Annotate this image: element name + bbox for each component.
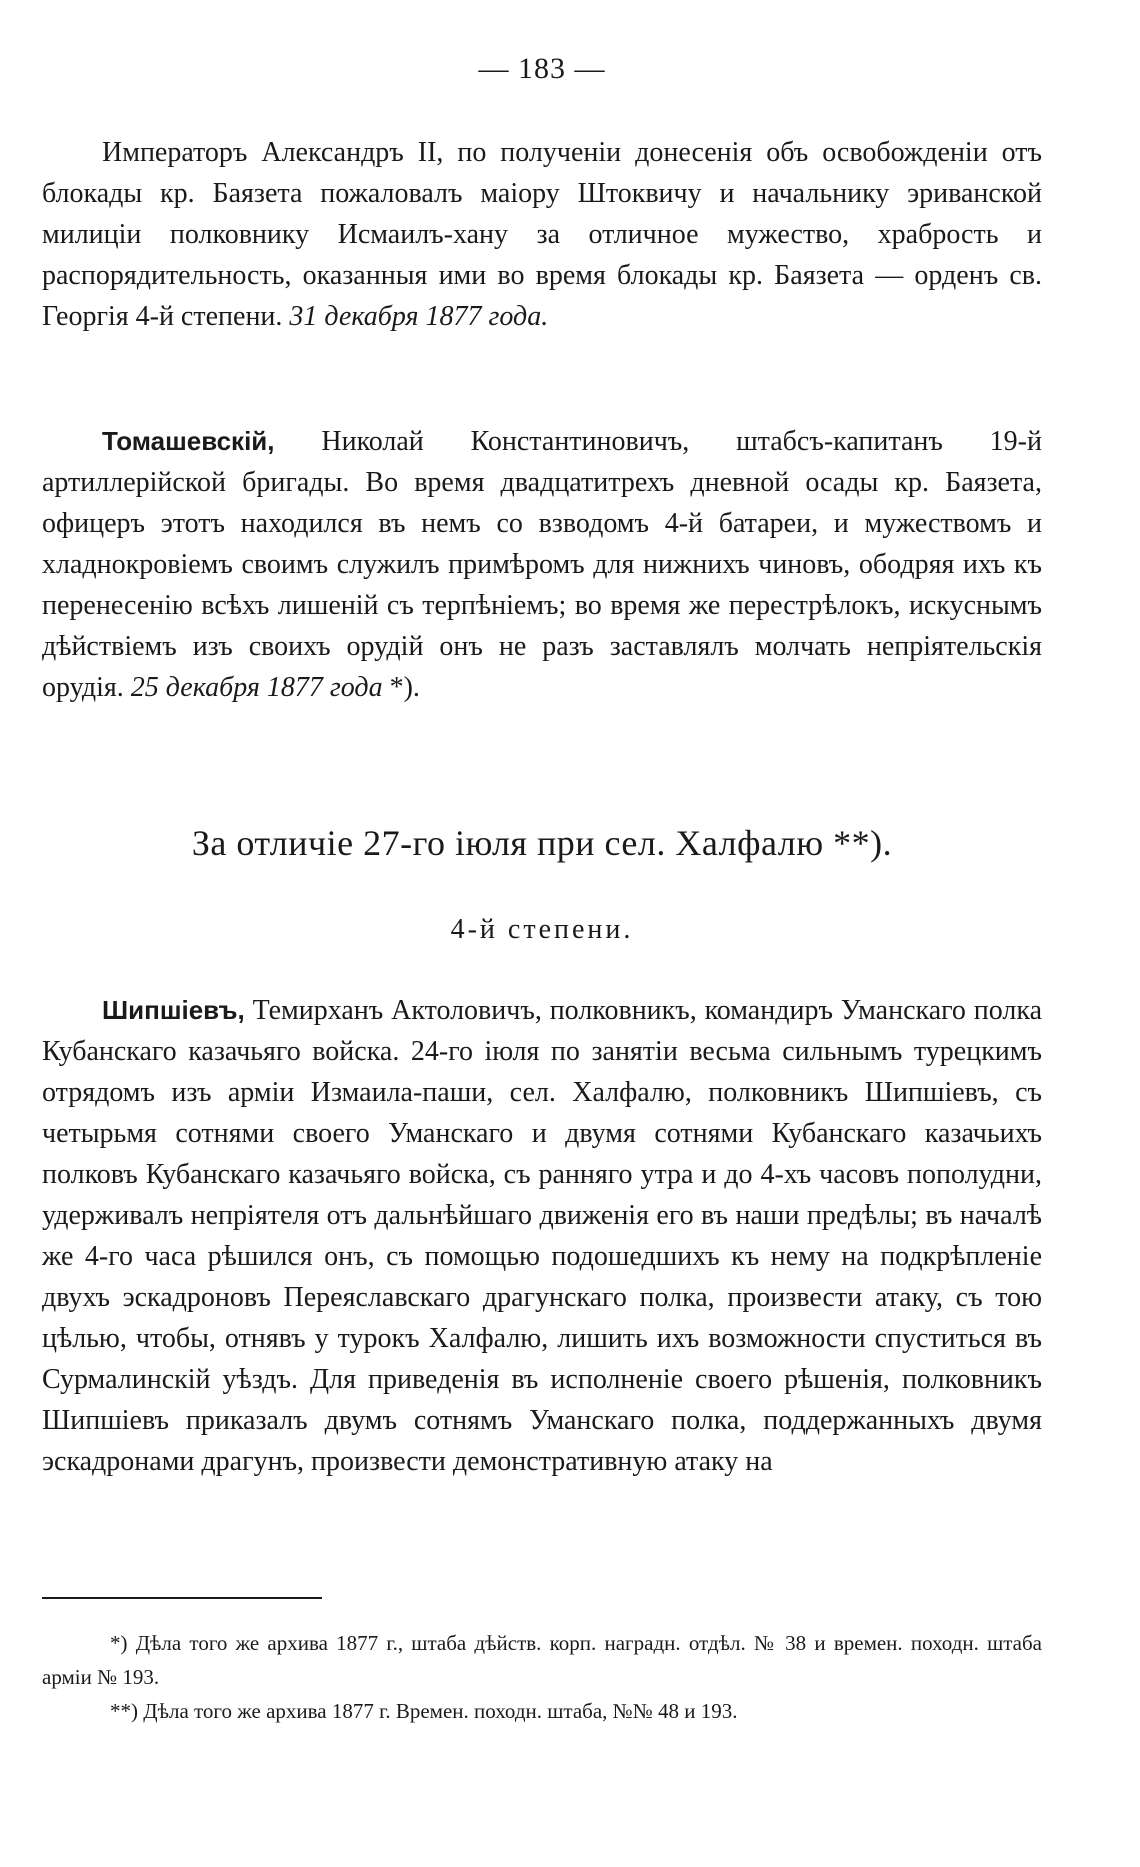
paragraph-text: Императоръ Александръ II, по полученіи донесенія объ освобожденіи отъ блокады кр. Баязета пожаловалъ маіору Штоквичу и начальнику эриванской милиціи полковнику Исмаилъ-хану за отличное мужество, храбрость и распорядительность, оказанныя ими во время блокады кр. Баязета — орденъ св. Георгія 4-й степени. <box>42 137 1042 332</box>
date: 31 декабря 1877 года. <box>289 301 549 332</box>
footnotes <box>42 1626 1042 1728</box>
person-name: Томашевскій, <box>102 426 275 456</box>
date: 25 декабря 1877 года <box>130 672 383 703</box>
paragraph-text: Николай Константиновичъ, штабсъ-капитанъ 19-й артиллерійской бригады. Во время двадцатитрехъ дневной осады кр. Баязета, офицеръ этотъ находился въ немъ со взводомъ 4-й батареи, и мужествомъ и хладнокровіемъ своимъ служилъ примѣромъ для нижнихъ чиновъ, ободряя ихъ къ перенесенію всѣхъ лишеній съ терпѣніемъ; во время же перестрѣлокъ, искуснымъ дѣйствіемъ изъ своихъ орудій онъ не разъ заставлялъ молчать непріятельскія орудія. <box>42 426 1042 703</box>
document-page <box>42 0 1042 1867</box>
footnote-divider <box>42 1597 322 1599</box>
page-number: — 183 — <box>478 52 606 85</box>
footnote-mark: *). <box>389 672 420 703</box>
paragraph-text: Темирханъ Актоловичъ, полковникъ, командиръ Уманскаго полка Кубанскаго казачьяго войска. 24-го іюля по занятіи весьма сильнымъ турецкимъ отрядомъ изъ арміи Измаила-паши, сел. Халфалю, полковникъ Шипшіевъ, съ четырьмя сотнями своего Уманскаго и двумя сотнями Кубанскаго казачьихъ полковъ Кубанскаго казачьяго войска, съ ранняго утра и до 4-хъ часовъ пополудни, удерживалъ непріятеля отъ дальнѣйшаго движенія его въ наши предѣлы; въ началѣ же 4-го часа рѣшился онъ, съ помощью подошедшихъ къ нему на подкрѣпленіе двухъ эскадроновъ Переяславскаго драгунскаго полка, произвести атаку, съ тою цѣлью, чтобы, отнявъ у турокъ Халфалю, лишить ихъ возможности спуститься въ Сурмалинскій уѣздъ. Для приведенія въ исполненіе своего рѣшенія, полковникъ Шипшіевъ приказалъ двумъ сотнямъ Уманскаго полка, поддержанныхъ двумя эскадронами драгунъ, произвести демонстративную атаку на <box>42 995 1042 1477</box>
person-name: Шипшіевъ, <box>102 995 245 1025</box>
paragraph-tomashevsky <box>42 421 1042 708</box>
footnote-1: *) Дѣла того же архива 1877 г., штаба дѣйств. корп. наградн. отдѣл. № 38 и времен. походн. штаба арміи № 193. <box>42 1631 1042 1689</box>
section-title: За отличіе 27-го іюля при сел. Халфалю **). <box>191 823 893 863</box>
footnote-2: **) Дѣла того же архива 1877 г. Времен. походн. штаба, №№ 48 и 193. <box>110 1699 738 1723</box>
paragraph-shipshiev <box>42 990 1042 1482</box>
paragraph-alexander-decree <box>42 132 1042 337</box>
degree-heading: 4-й степени. <box>450 914 634 945</box>
